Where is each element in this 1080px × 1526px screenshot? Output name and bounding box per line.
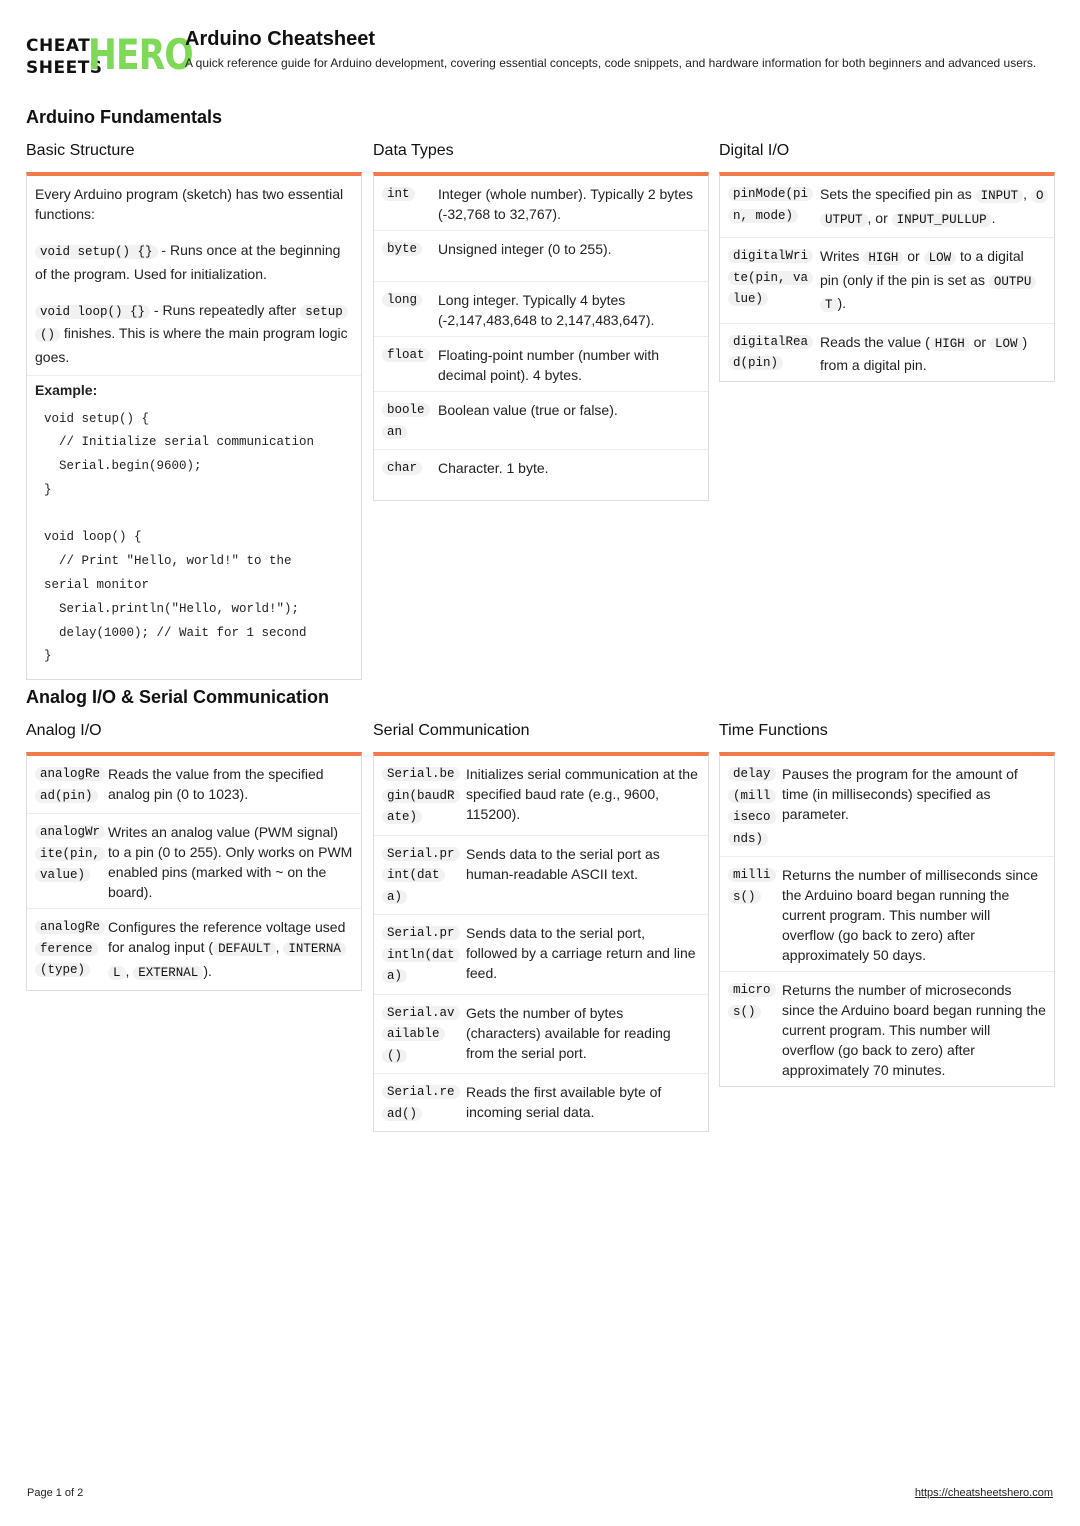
digital-io-row <box>720 238 1054 324</box>
basic-structure-text <box>27 176 361 375</box>
serial-desc: Reads the first available byte of incoming serial data. <box>466 1084 662 1120</box>
card-digital-io <box>719 172 1055 382</box>
logo <box>26 30 193 79</box>
inline-code: HIGH <box>863 251 903 265</box>
time-row <box>720 756 1054 857</box>
data-type-row <box>374 450 708 500</box>
inline-code: OUTPUT <box>820 189 1048 227</box>
desc-text: ) from a digital pin. <box>820 333 1028 373</box>
desc-text: Configures the reference voltage used for analog input ( <box>108 919 346 955</box>
serial-row <box>374 995 708 1075</box>
inline-code: LOW <box>924 251 957 265</box>
data-type-key: long <box>382 293 422 307</box>
desc-text: Writes <box>820 248 864 264</box>
desc-text: Sets the specified pin as <box>820 186 976 202</box>
time-desc: Pauses the program for the amount of time (in milliseconds) specified as parameter. <box>782 766 1018 822</box>
desc-text: or <box>903 248 924 264</box>
logo-cheat-text: CHEAT <box>26 36 91 56</box>
desc-text: ). <box>837 295 847 311</box>
data-type-key: boolean <box>382 403 430 439</box>
data-type-desc: Unsigned integer (0 to 255). <box>438 241 612 257</box>
basic-structure-loop <box>35 300 353 367</box>
analog-io-row <box>27 909 361 990</box>
setup-code: void setup() {} <box>35 245 158 259</box>
digital-io-desc <box>820 184 1046 231</box>
page-title: Arduino Cheatsheet <box>185 28 376 50</box>
time-row <box>720 972 1054 1086</box>
data-type-key: int <box>382 187 415 201</box>
digital-io-desc <box>820 332 1046 376</box>
loop-code: void loop() {} <box>35 305 150 319</box>
inline-code: LOW <box>990 337 1023 351</box>
card-title-serial: Serial Communication <box>373 722 530 739</box>
serial-key: Serial.available() <box>382 1006 460 1063</box>
desc-text: to a digital pin (only if the pin is set as <box>820 248 1024 288</box>
data-type-row <box>374 176 708 231</box>
serial-row <box>374 915 708 995</box>
analog-io-key: analogWrite(pin, value) <box>35 825 105 882</box>
data-type-row <box>374 282 708 337</box>
serial-row <box>374 1074 708 1131</box>
time-key: micros() <box>728 983 776 1019</box>
desc-text: , <box>1023 186 1031 202</box>
analog-io-desc: Writes an analog value (PWM signal) to a pin (0 to 255). Only works on PWM enabled pins (marked with ~ on the board). <box>108 824 353 900</box>
analog-io-key: analogRead(pin) <box>35 767 105 803</box>
digital-io-key: digitalWrite(pin, value) <box>728 249 813 306</box>
card-serial <box>373 752 709 1132</box>
example-label: Example: <box>27 375 361 398</box>
setup-call-code: setup() <box>35 305 348 343</box>
serial-desc: Sends data to the serial port, followed by a carriage return and line feed. <box>466 925 696 981</box>
card-analog-io <box>26 752 362 991</box>
setup-text: - Runs once at the beginning of the program. Used for initialization. <box>35 242 341 282</box>
site-link[interactable]: https://cheatsheetshero.com <box>914 1487 1053 1499</box>
digital-io-row <box>720 324 1054 382</box>
data-type-desc: Character. 1 byte. <box>438 460 549 476</box>
data-type-row <box>374 231 708 282</box>
data-type-key: float <box>382 348 430 362</box>
digital-io-key: pinMode(pin, mode) <box>728 187 813 223</box>
inline-code: DEFAULT <box>213 942 276 956</box>
analog-io-row <box>27 756 361 814</box>
serial-key: Serial.begin(baudRate) <box>382 767 460 824</box>
card-time <box>719 752 1055 1087</box>
digital-io-row <box>720 176 1054 238</box>
logo-hero-text: HERO <box>88 30 193 79</box>
data-type-desc: Boolean value (true or false). <box>438 402 618 418</box>
card-title-analog-io: Analog I/O <box>26 722 102 739</box>
inline-code: INPUT_PULLUP <box>892 213 992 227</box>
data-type-desc: Long integer. Typically 4 bytes (-2,147,483,648 to 2,147,483,647). <box>438 292 655 328</box>
data-type-desc: Integer (whole number). Typically 2 bytes (-32,768 to 32,767). <box>438 186 693 222</box>
desc-text: , <box>275 939 284 955</box>
data-type-key: char <box>382 461 422 475</box>
desc-text: , <box>125 962 134 979</box>
card-title-data-types: Data Types <box>373 142 454 159</box>
card-title-digital-io: Digital I/O <box>719 142 790 159</box>
analog-io-desc: Reads the value from the specified analog pin (0 to 1023). <box>108 766 324 802</box>
time-row <box>720 857 1054 972</box>
serial-key: Serial.println(data) <box>382 926 460 983</box>
digital-io-desc <box>820 246 1046 317</box>
inline-code: HIGH <box>930 337 970 351</box>
analog-io-key: analogReference(type) <box>35 920 105 977</box>
card-title-time: Time Functions <box>719 722 828 739</box>
desc-text: or <box>969 333 990 350</box>
inline-code: OUTPUT <box>820 275 1036 313</box>
loop-text-1: - Runs repeatedly after <box>150 301 301 318</box>
analog-io-desc <box>108 917 353 984</box>
serial-desc: Sends data to the serial port as human-readable ASCII text. <box>466 845 660 882</box>
page-description: A quick reference guide for Arduino development, covering essential concepts, code snippets, and hardware information for both beginners and advanced users. <box>185 56 1037 70</box>
desc-text: Reads the value ( <box>820 333 930 350</box>
desc-text: , or <box>867 209 892 226</box>
serial-key: Serial.read() <box>382 1085 460 1121</box>
data-type-desc: Floating-point number (number with decimal point). 4 bytes. <box>438 347 659 383</box>
inline-code: EXTERNAL <box>133 966 203 980</box>
loop-text-2: finishes. This is where the main program logic goes. <box>35 325 348 365</box>
data-type-row <box>374 337 708 392</box>
example-code-block: void setup() { // Initialize serial communication Serial.begin(9600); } void loop() { // Print "Hello, world!" to the serial monitor Serial.println("Hello, world!"); delay(1000); // Wait for 1 second } <box>44 411 315 664</box>
time-desc: Returns the number of microseconds since the Arduino board began running the current program. This number will overflow (go back to zero) after approximately 70 minutes. <box>782 982 1046 1078</box>
time-desc: Returns the number of milliseconds since the Arduino board began running the current program. This number will overflow (go back to zero) after approximately 50 days. <box>782 867 1039 963</box>
basic-structure-setup <box>35 240 353 284</box>
card-basic-structure <box>26 172 362 680</box>
inline-code: INPUT <box>976 189 1024 203</box>
serial-row <box>374 836 708 916</box>
basic-structure-intro: Every Arduino program (sketch) has two essential functions: <box>35 186 344 222</box>
time-key: delay(milliseconds) <box>728 767 776 846</box>
serial-desc: Gets the number of bytes (characters) available for reading from the serial port. <box>466 1004 671 1061</box>
desc-text: . <box>991 209 996 226</box>
serial-desc: Initializes serial communication at the specified baud rate (e.g., 9600, 115200). <box>466 766 698 822</box>
digital-io-key: digitalRead(pin) <box>728 335 813 371</box>
logo-sheets-text: SHEETS <box>26 58 103 78</box>
data-type-key: byte <box>382 242 422 256</box>
serial-key: Serial.print(data) <box>382 847 460 904</box>
analog-io-row <box>27 814 361 909</box>
section-title-fundamentals: Arduino Fundamentals <box>26 107 223 127</box>
time-key: millis() <box>728 868 776 904</box>
section-title-analog-serial: Analog I/O & Serial Communication <box>26 687 330 707</box>
desc-text: ). <box>203 962 212 979</box>
serial-row <box>374 756 708 836</box>
page-number: Page 1 of 2 <box>27 1487 84 1499</box>
card-title-basic-structure: Basic Structure <box>26 142 135 159</box>
inline-code: INTERNAL <box>108 942 346 980</box>
data-type-row <box>374 392 708 450</box>
card-data-types <box>373 172 709 501</box>
